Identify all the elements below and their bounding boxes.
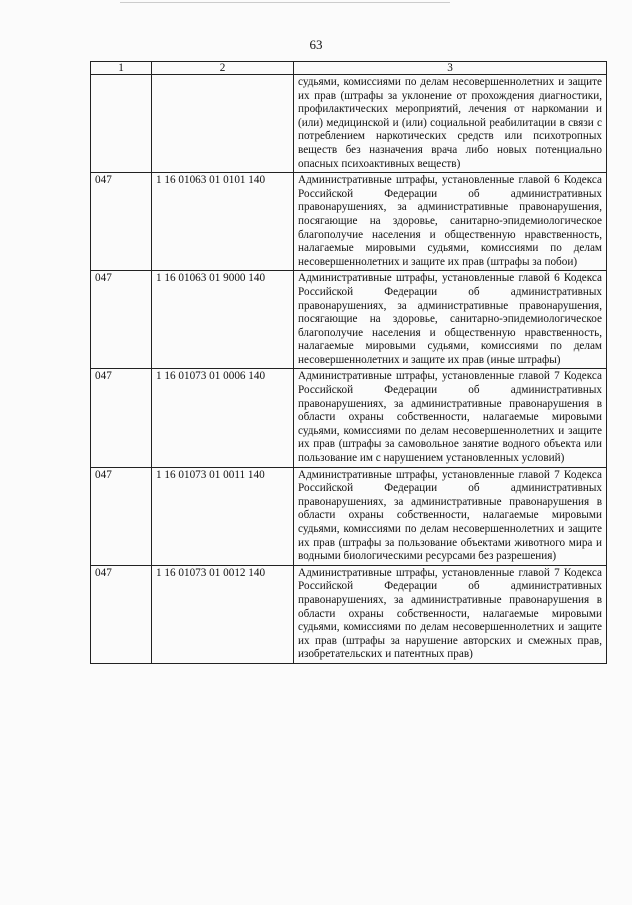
admin-code-cell [91, 75, 152, 173]
description-cell: Административные штрафы, установленные главой 7 Кодекса Российской Федерации об административных правонарушениях, за административные правонарушения в области охраны собственности, налагаемые мировыми судьями, комиссиями по делам несовершеннолетних и защите их прав (штрафы за самовольное занятие водного объекта или пользование им с нарушением установленных условий) [294, 369, 607, 467]
table-row [91, 565, 607, 663]
admin-code-cell: 047 [91, 565, 152, 663]
table-row [91, 467, 607, 565]
table-row [91, 173, 607, 271]
budget-code-cell: 1 16 01073 01 0006 140 [152, 369, 294, 467]
budget-code-cell: 1 16 01063 01 0101 140 [152, 173, 294, 271]
table-row [91, 271, 607, 369]
admin-code-cell: 047 [91, 369, 152, 467]
table-header-row [91, 62, 607, 75]
budget-code-cell [152, 75, 294, 173]
scan-edge-line [120, 2, 450, 3]
admin-code-cell: 047 [91, 173, 152, 271]
admin-code-cell: 047 [91, 271, 152, 369]
budget-code-cell: 1 16 01063 01 9000 140 [152, 271, 294, 369]
column-header-2: 2 [152, 62, 294, 75]
description-cell: судьями, комиссиями по делам несовершеннолетних и защите их прав (штрафы за уклонение от прохождения диагностики, профилактических мероприятий, лечения от наркомании и (или) медицинской и (или) социальной реабилитации в связи с потреблением наркотических средств или психотропных веществ без назначения врача либо новых потенциально опасных психоактивных веществ) [294, 75, 607, 173]
page-number: 63 [309, 37, 323, 52]
description-cell: Административные штрафы, установленные главой 7 Кодекса Российской Федерации об административных правонарушениях, за административные правонарушения в области охраны собственности, налагаемые мировыми судьями, комиссиями по делам несовершеннолетних и защите их прав (штрафы за пользование объектами животного мира и водными биологическими ресурсами без разрешения) [294, 467, 607, 565]
budget-code-cell: 1 16 01073 01 0012 140 [152, 565, 294, 663]
description-cell: Административные штрафы, установленные главой 6 Кодекса Российской Федерации об административных правонарушениях, за административные правонарушения, посягающие на здоровье, санитарно-эпидемиологическое благополучие населения и общественную нравственность, налагаемые мировыми судьями, комиссиями по делам несовершеннолетних и защите их прав (иные штрафы) [294, 271, 607, 369]
admin-code-cell: 047 [91, 467, 152, 565]
column-header-3: 3 [294, 62, 607, 75]
table-row [91, 369, 607, 467]
budget-codes-table [90, 61, 607, 664]
column-header-1: 1 [91, 62, 152, 75]
budget-code-cell: 1 16 01073 01 0011 140 [152, 467, 294, 565]
description-cell: Административные штрафы, установленные главой 7 Кодекса Российской Федерации об административных правонарушениях, за административные правонарушения в области охраны собственности, налагаемые мировыми судьями, комиссиями по делам несовершеннолетних и защите их прав (штрафы за нарушение авторских и смежных прав, изобретательских и патентных прав) [294, 565, 607, 663]
table-row [91, 75, 607, 173]
description-cell: Административные штрафы, установленные главой 6 Кодекса Российской Федерации об административных правонарушениях, за административные правонарушения, посягающие на здоровье, санитарно-эпидемиологическое благополучие населения и общественную нравственность, налагаемые мировыми судьями, комиссиями по делам несовершеннолетних и защите их прав (штрафы за побои) [294, 173, 607, 271]
